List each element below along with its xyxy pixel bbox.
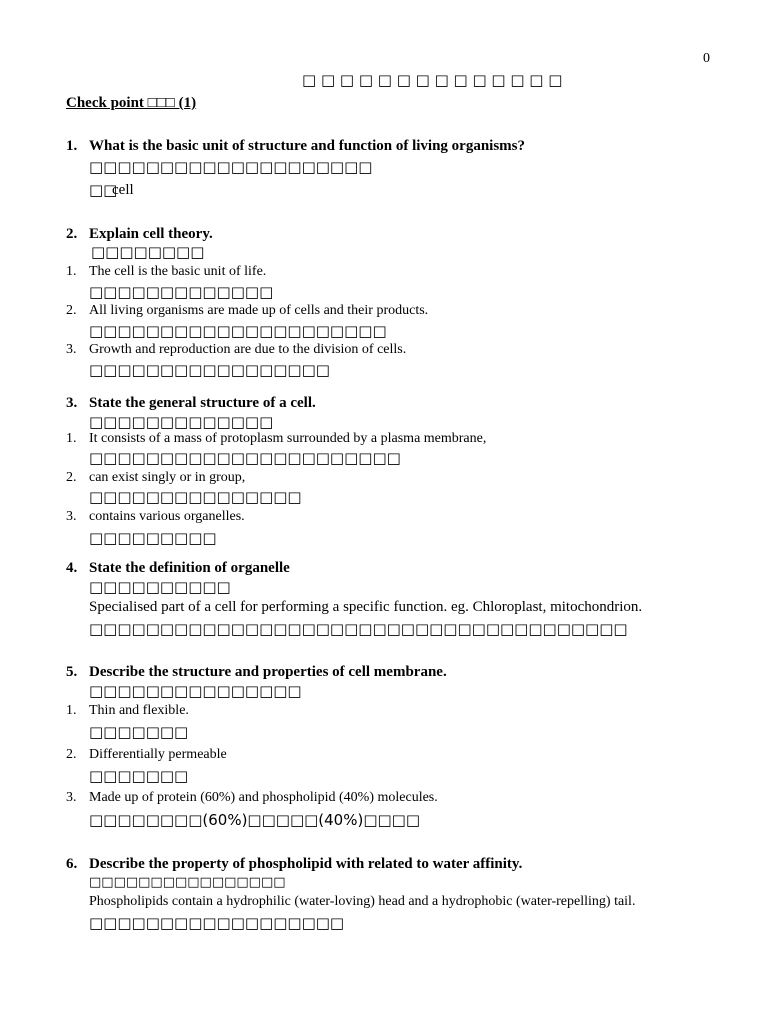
list-item-chinese: □□□□□□□□□□□□□□□□□□□□□□ — [89, 449, 401, 467]
question-text: What is the basic unit of structure and function of living organisms? — [89, 138, 526, 154]
list-item-english: Differentially permeable — [89, 747, 227, 762]
list-item-number: 2. — [66, 303, 77, 318]
list-item-number: 1. — [66, 431, 77, 446]
definition-chinese: □□□□□□□□□□□□□□□□□□□□□□□□□□□□□□□□□□□□□□ — [89, 620, 628, 638]
list-item-chinese: □□□□□□□□□□□□□□□□□ — [89, 361, 330, 379]
question-text: Describe the structure and properties of cell membrane. — [89, 664, 447, 680]
question-chinese: □□□□□□□□ — [91, 243, 205, 261]
answer-chinese: □□ — [89, 181, 118, 199]
checkpoint-heading: Check point □□□ (1) — [66, 95, 197, 111]
question-chinese: □□□□□□□□□□□□□ — [89, 413, 274, 431]
list-item-number: 3. — [66, 342, 77, 357]
question-number: 2. — [66, 226, 78, 242]
list-item-chinese: □□□□□□□□(60%)□□□□□(40%)□□□□ — [89, 811, 421, 829]
question-number: 5. — [66, 664, 78, 680]
page-number: 0 — [703, 51, 710, 66]
list-item-english: It consists of a mass of protoplasm surrounded by a plasma membrane, — [89, 431, 487, 446]
list-item-number: 2. — [66, 470, 77, 485]
question-chinese: □□□□□□□□□□□□□□□□ — [89, 875, 286, 890]
list-item-english: The cell is the basic unit of life. — [89, 264, 267, 279]
list-item-english: Thin and flexible. — [89, 703, 189, 718]
list-item-chinese: □□□□□□□ — [89, 767, 189, 785]
list-item-english: All living organisms are made up of cells and their products. — [89, 303, 429, 318]
list-item-number: 2. — [66, 747, 77, 762]
list-item-number: 3. — [66, 790, 77, 805]
list-item-chinese: □□□□□□□ — [89, 723, 189, 741]
list-item-english: Growth and reproduction are due to the division of cells. — [89, 342, 407, 357]
list-item-number: 1. — [66, 703, 77, 718]
answer-chinese: □□□□□□□□□□□□□□□□□□ — [89, 914, 345, 932]
question-chinese: □□□□□□□□□□ — [89, 578, 231, 596]
question-text: Describe the property of phospholipid with related to water affinity. — [89, 856, 523, 872]
list-item-english: Made up of protein (60%) and phospholipid (40%) molecules. — [89, 790, 438, 805]
answer-english: Phospholipids contain a hydrophilic (water-loving) head and a hydrophobic (water-repelling) tail. — [89, 894, 636, 909]
question-number: 3. — [66, 395, 78, 411]
question-text: State the definition of organelle — [89, 560, 290, 576]
list-item-chinese: □□□□□□□□□□□□□□□ — [89, 488, 302, 506]
question-chinese: □□□□□□□□□□□□□□□ — [89, 682, 302, 700]
question-text: State the general structure of a cell. — [89, 395, 316, 411]
list-item-english: contains various organelles. — [89, 509, 245, 524]
question-number: 4. — [66, 560, 78, 576]
list-item-chinese: □□□□□□□□□□□□□ — [89, 283, 274, 301]
list-item-chinese: □□□□□□□□□ — [89, 529, 217, 547]
document-title: □ □ □ □ □ □ □ □ □ □ □ □ □ □ — [302, 71, 563, 89]
question-text: Explain cell theory. — [89, 226, 213, 242]
definition-english: Specialised part of a cell for performing a specific function. eg. Chloroplast, mitochondrion. — [89, 599, 643, 615]
answer-english: cell — [112, 182, 134, 198]
question-number: 6. — [66, 856, 78, 872]
question-number: 1. — [66, 138, 78, 154]
list-item-number: 1. — [66, 264, 77, 279]
question-chinese: □□□□□□□□□□□□□□□□□□□□ — [89, 158, 373, 176]
list-item-number: 3. — [66, 509, 77, 524]
list-item-chinese: □□□□□□□□□□□□□□□□□□□□□ — [89, 322, 387, 340]
list-item-english: can exist singly or in group, — [89, 470, 246, 485]
